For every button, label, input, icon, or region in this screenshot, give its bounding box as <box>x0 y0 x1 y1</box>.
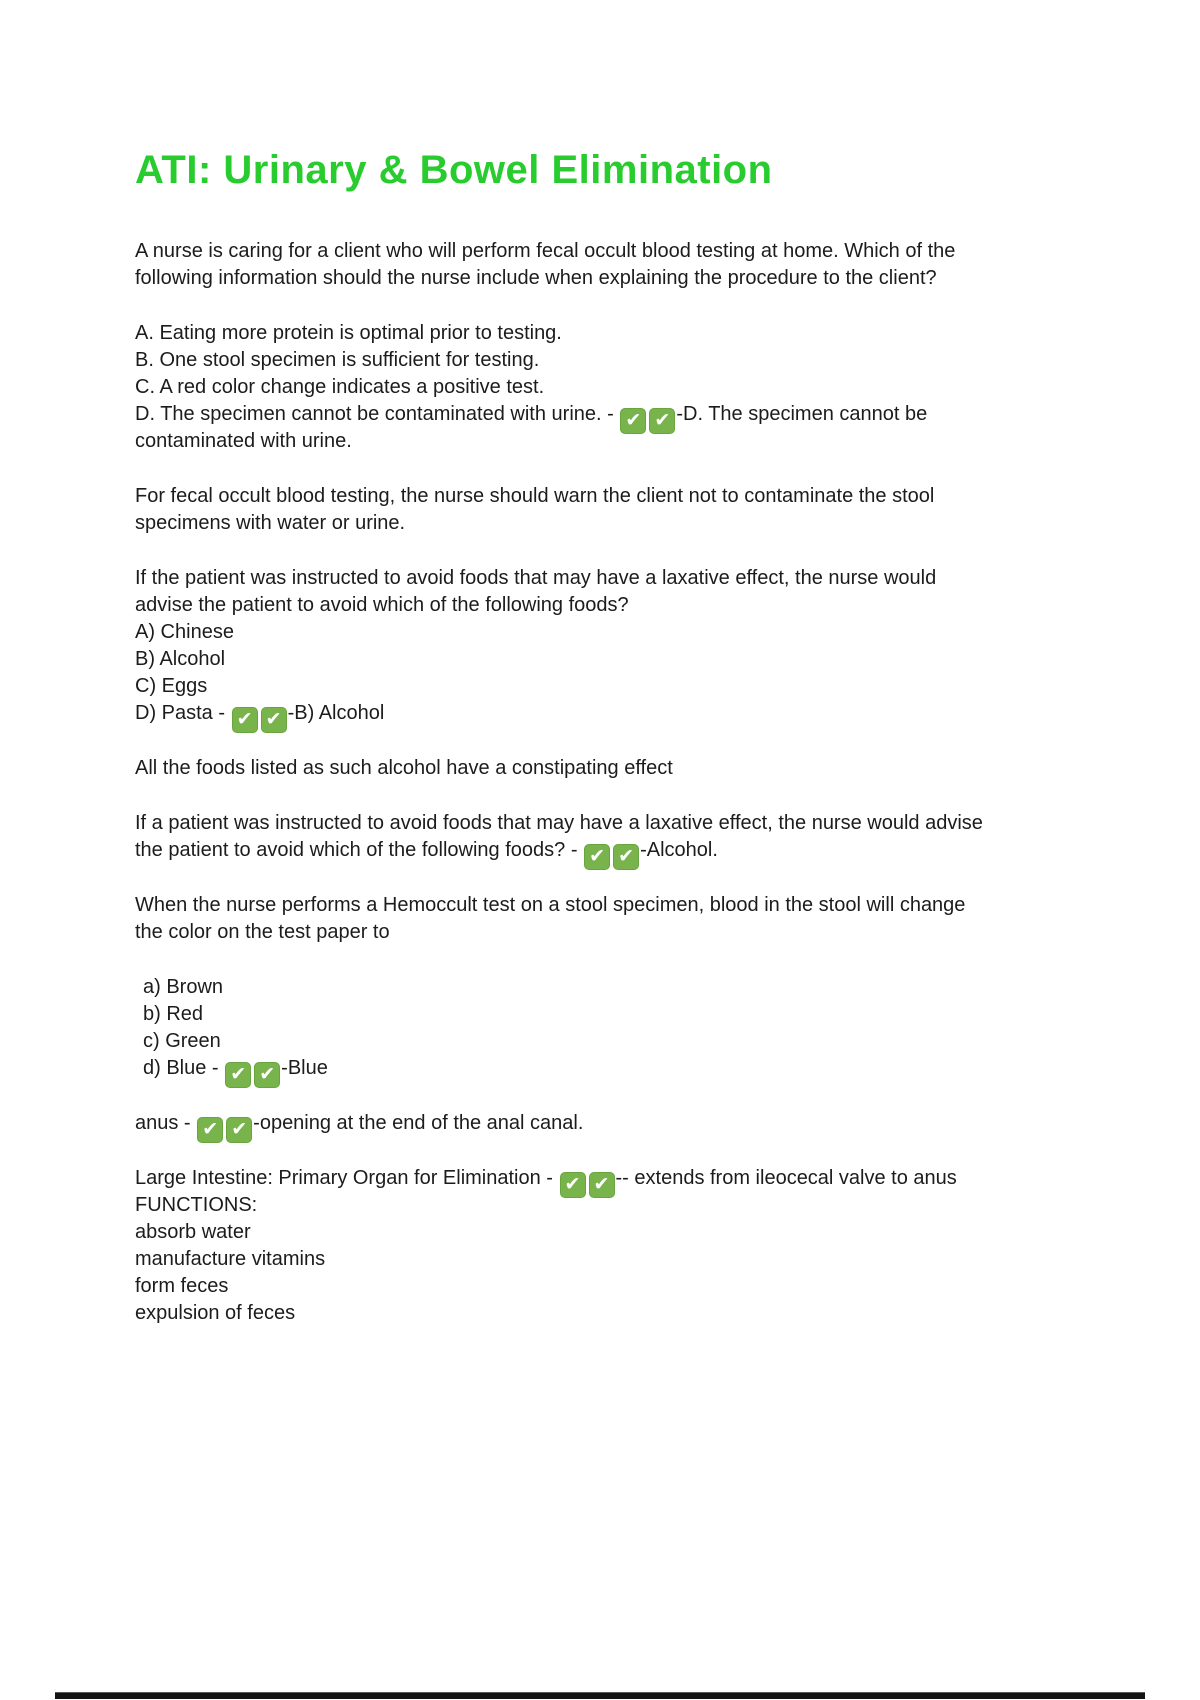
text-segment: For fecal occult blood testing, the nurse should warn the client not to contaminate the stool <box>135 485 935 507</box>
text-line <box>135 1219 1145 1246</box>
text-segment: form feces <box>135 1275 229 1297</box>
text-line <box>135 837 1145 867</box>
text-segment: A. Eating more protein is optimal prior to testing. <box>135 322 562 344</box>
text-line <box>135 347 1145 374</box>
question-3 <box>135 810 1145 867</box>
text-line <box>135 1273 1145 1300</box>
question-1-options <box>135 320 1145 455</box>
text-segment: contaminated with urine. <box>135 430 352 452</box>
text-line <box>135 646 1145 673</box>
check-icon: ✔ <box>225 1062 251 1088</box>
text-segment: d) Blue - <box>143 1057 225 1079</box>
text-segment: FUNCTIONS: <box>135 1194 258 1216</box>
double-check-icon <box>225 1062 280 1088</box>
text-line <box>135 919 1145 946</box>
text-segment: B) Alcohol <box>135 648 226 670</box>
text-segment: expulsion of feces <box>135 1302 296 1324</box>
check-icon: ✔ <box>254 1062 280 1088</box>
check-icon: ✔ <box>261 707 287 733</box>
rationale-2 <box>135 755 1145 782</box>
text-line <box>135 320 1145 347</box>
double-check-icon <box>232 707 287 733</box>
definition-anus <box>135 1110 1145 1140</box>
text-segment: absorb water <box>135 1221 251 1243</box>
text-line <box>135 1001 1145 1028</box>
question-2-with-options <box>135 565 1145 730</box>
text-segment: -- extends from ileocecal valve to anus <box>615 1167 957 1189</box>
text-line <box>135 1165 1145 1195</box>
text-line <box>135 1028 1145 1055</box>
text-segment: B. One stool specimen is sufficient for testing. <box>135 349 540 371</box>
text-line <box>135 265 1145 292</box>
text-segment: manufacture vitamins <box>135 1248 326 1270</box>
check-icon: ✔ <box>197 1117 223 1143</box>
page-title: ATI: Urinary & Bowel Elimination <box>135 148 773 192</box>
text-segment: All the foods listed as such alcohol have a constipating effect <box>135 757 673 779</box>
check-icon: ✔ <box>584 844 610 870</box>
text-line <box>135 619 1145 646</box>
text-segment: a) Brown <box>143 976 224 998</box>
text-segment: D. The specimen cannot be contaminated with urine. - <box>135 403 620 425</box>
text-segment: the patient to avoid which of the following foods? - <box>135 839 584 861</box>
text-segment: b) Red <box>143 1003 204 1025</box>
text-segment: -D. The specimen cannot be <box>676 403 928 425</box>
text-segment: If a patient was instructed to avoid foods that may have a laxative effect, the nurse would advise <box>135 812 983 834</box>
document-content <box>135 148 1145 1327</box>
text-line <box>135 592 1145 619</box>
double-check-icon <box>620 408 675 434</box>
rationale-1 <box>135 483 1145 537</box>
double-check-icon <box>560 1172 615 1198</box>
text-segment: A) Chinese <box>135 621 234 643</box>
text-segment: D) Pasta - <box>135 702 231 724</box>
text-segment: -Blue <box>281 1057 328 1079</box>
check-icon: ✔ <box>560 1172 586 1198</box>
text-line <box>135 700 1145 730</box>
check-icon: ✔ <box>232 707 258 733</box>
text-segment: C. A red color change indicates a positive test. <box>135 376 545 398</box>
check-icon: ✔ <box>620 408 646 434</box>
text-segment: If the patient was instructed to avoid foods that may have a laxative effect, the nurse would <box>135 567 937 589</box>
text-segment: C) Eggs <box>135 675 208 697</box>
check-icon: ✔ <box>613 844 639 870</box>
text-line <box>135 1246 1145 1273</box>
text-line <box>135 565 1145 592</box>
text-segment: specimens with water or urine. <box>135 512 406 534</box>
text-line <box>135 974 1145 1001</box>
text-line <box>135 238 1145 265</box>
text-line <box>135 810 1145 837</box>
question-1 <box>135 238 1145 292</box>
check-icon: ✔ <box>226 1117 252 1143</box>
text-line <box>135 401 1145 431</box>
question-4 <box>135 892 1145 946</box>
text-line <box>135 1192 1145 1219</box>
text-line <box>135 510 1145 537</box>
text-segment: anus - <box>135 1112 197 1134</box>
text-segment: When the nurse performs a Hemoccult test on a stool specimen, blood in the stool will change <box>135 894 966 916</box>
text-segment: following information should the nurse include when explaining the procedure to the client? <box>135 267 937 289</box>
definition-large-intestine <box>135 1165 1145 1327</box>
text-line <box>135 374 1145 401</box>
text-segment: -opening at the end of the anal canal. <box>253 1112 584 1134</box>
text-segment: the color on the test paper to <box>135 921 390 943</box>
page-bottom-divider <box>55 1692 1145 1699</box>
text-line <box>135 1300 1145 1327</box>
text-segment: c) Green <box>143 1030 221 1052</box>
text-segment: Large Intestine: Primary Organ for Elimination - <box>135 1167 559 1189</box>
text-line <box>135 892 1145 919</box>
check-icon: ✔ <box>649 408 675 434</box>
double-check-icon <box>584 844 639 870</box>
check-icon: ✔ <box>589 1172 615 1198</box>
question-4-options <box>135 974 1145 1085</box>
text-segment: -B) Alcohol <box>287 702 385 724</box>
text-line <box>135 755 1145 782</box>
text-line <box>135 483 1145 510</box>
text-segment: -Alcohol. <box>640 839 718 861</box>
document-blocks <box>135 238 1145 1327</box>
text-line <box>135 1055 1145 1085</box>
text-segment: advise the patient to avoid which of the following foods? <box>135 594 629 616</box>
text-line <box>135 673 1145 700</box>
text-segment: A nurse is caring for a client who will perform fecal occult blood testing at home. Which of the <box>135 240 956 262</box>
text-line <box>135 1110 1145 1140</box>
double-check-icon <box>197 1117 252 1143</box>
